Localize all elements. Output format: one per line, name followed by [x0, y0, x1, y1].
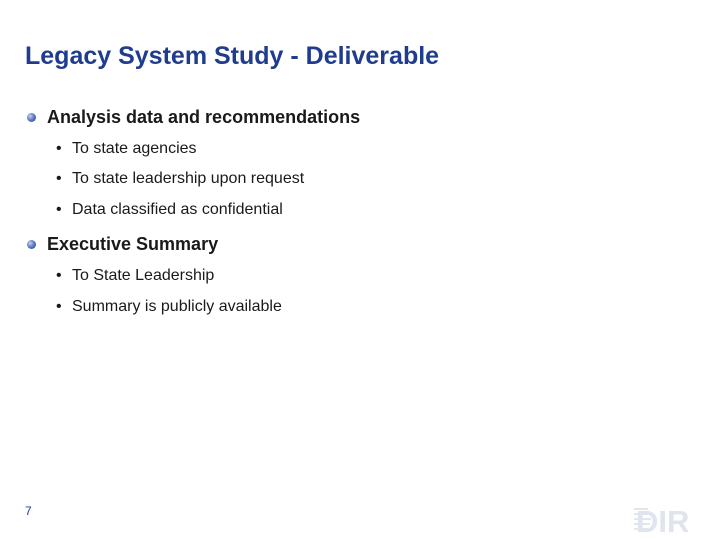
sub-bullet-publicly-available: Summary is publicly available: [72, 298, 282, 315]
sphere-bullet-icon: [27, 240, 36, 249]
sub-bullet-state-leadership: To State Leadership: [72, 267, 215, 284]
dot-bullet-icon: •: [56, 201, 62, 218]
dot-bullet-icon: •: [56, 298, 62, 315]
logo-text: DIR: [636, 504, 690, 536]
slide-title: Legacy System Study - Deliverable: [25, 42, 440, 70]
sub-bullet-confidential: Data classified as confidential: [72, 201, 283, 218]
sub-bullet-state-agencies: To state agencies: [72, 140, 197, 157]
dot-bullet-icon: •: [56, 170, 62, 187]
dot-bullet-icon: •: [56, 267, 62, 284]
dir-logo-icon: [632, 500, 708, 536]
page-number: 7: [25, 504, 32, 518]
sub-bullet-state-leadership-request: To state leadership upon request: [72, 170, 305, 187]
dot-bullet-icon: •: [56, 140, 62, 157]
bullet-executive-summary: Executive Summary: [47, 234, 219, 254]
sphere-bullet-icon: [27, 113, 36, 122]
bullet-analysis-data: Analysis data and recommendations: [47, 107, 361, 127]
